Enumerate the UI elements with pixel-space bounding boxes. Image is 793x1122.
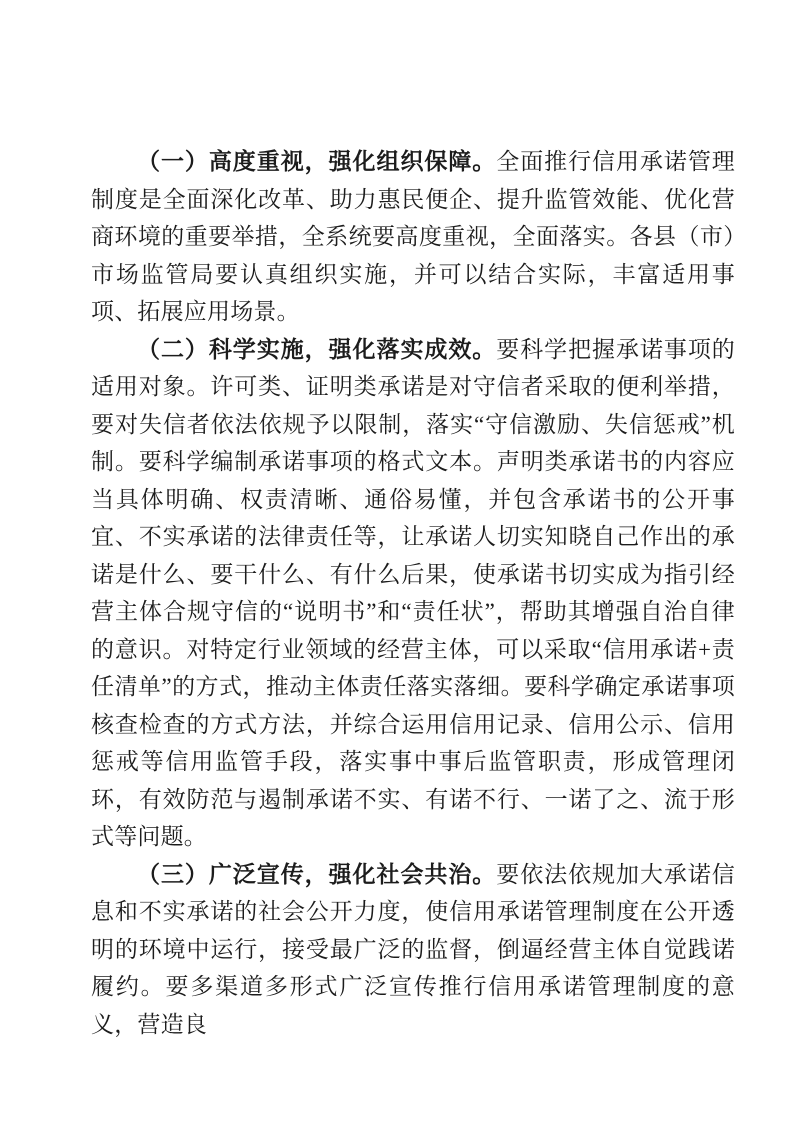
paragraph-3-heading: （三）广泛宣传，强化社会共治。 (137, 861, 497, 887)
paragraph-1-heading: （一）高度重视，强化组织保障。 (137, 149, 497, 174)
paragraph-2-body: 要科学把握承诺事项的适用对象。许可类、证明类承诺是对守信者采取的便利举措，要对失信者依法依规予以限制，落实“守信激励、失信惩戒”机制。要科学编制承诺事项的格式文本。声明类承诺书的内容应当具体明确、权责清晰、通俗易懂，并包含承诺书的公开事宜、不实承诺的法律责任等，让承诺人切实知晓自己作出的承诺是什么、要干什么、有什么后果，使承诺书切实成为指引经营主体合规守信的“说明书”和“责任状”，帮助其增强自治自律的意识。对特定行业领域的经营主体，可以采取“信用承诺+责任清单”的方式，推动主体责任落实落细。要科学确定承诺事项核查检查的方式方法，并综合运用信用记录、信用公示、信用惩戒等信用监管手段，落实事中事后监管职责，形成管理闭环，有效防范与遏制承诺不实、有诺不行、一诺了之、流于形式等问题。 (91, 336, 735, 849)
paragraph-1 (91, 143, 735, 331)
paragraph-3-body: 要依法依规加大承诺信息和不实承诺的社会公开力度，使信用承诺管理制度在公开透明的环境中运行，接受最广泛的监督，倒逼经营主体自觉践诺履约。要多渠道多形式广泛宣传推行信用承诺管理制度的意义，营造良 (91, 861, 735, 1037)
paragraph-2 (91, 331, 735, 856)
paragraph-3 (91, 856, 735, 1044)
paragraph-1-body: 全面推行信用承诺管理制度是全面深化改革、助力惠民便企、提升监管效能、优化营商环境的重要举措，全系统要高度重视，全面落实。各县（市）市场监管局要认真组织实施，并可以结合实际，丰富适用事项、拓展应用场景。 (91, 149, 735, 324)
paragraph-2-heading: （二）科学实施，强化落实成效。 (137, 336, 497, 362)
document-content (91, 143, 735, 1043)
